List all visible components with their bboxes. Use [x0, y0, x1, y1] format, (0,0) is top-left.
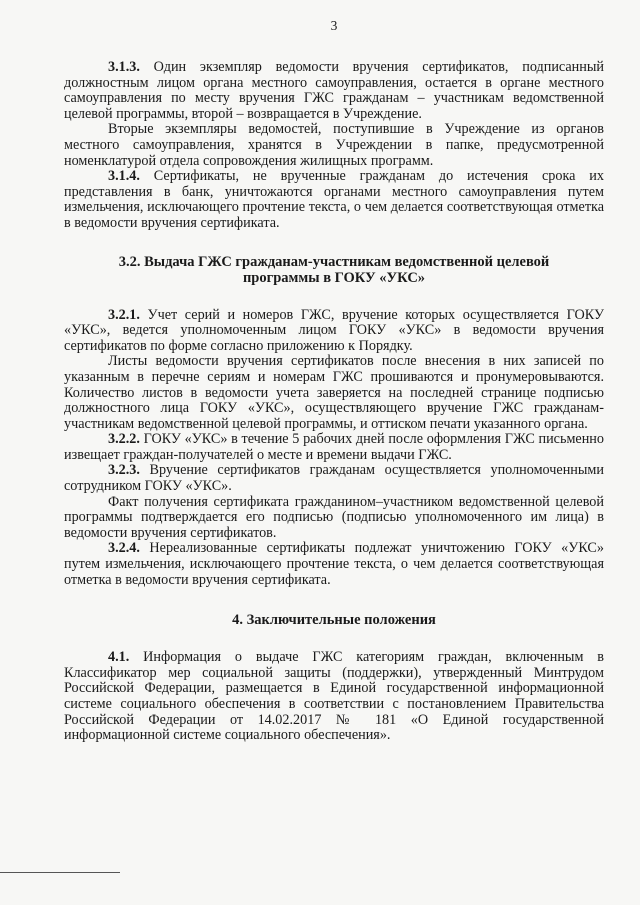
- section-heading-4: 4. Заключительные положения: [232, 612, 436, 629]
- clause-text: Информация о выдаче ГЖС категориям граждан, включенным в Классификатор мер социальной защиты (поддержки), утвержденный Минтрудом Российской Федерации, размещается в Единой государственной информационной системе социального обеспечения в соответствии с постановлением Правительства Российской Федерации от 14.02.2017 № 181 «О Единой государственной информационной системе социального обеспечения».: [64, 649, 604, 744]
- footnote-divider: [0, 872, 120, 873]
- page-number: 3: [330, 18, 338, 33]
- paragraph-3-1-3-second: Вторые экземпляры ведомостей, поступившие в Учреждение из органов местного самоуправления, хранятся в Учреждении в папке, предусмотренной номенклатурой отдела сопровождения жилищных программ.: [64, 121, 604, 169]
- paragraph-3-2-1-second: Листы ведомости вручения сертификатов после внесения в них записей по указанным в перечне сериям и номерам ГЖС прошиваются и пронумеровываются. Количество листов в ведомости учета заверяется на последней странице подписью должностного лица ГОКУ «УКС», осуществляющего вручение ГЖС гражданам-участникам ведомственной целевой программы, и оттиском печати указанного органа.: [64, 353, 604, 432]
- paragraph-3-1-4: [64, 169, 604, 231]
- paragraph-3-2-4: [64, 541, 604, 588]
- clause-number: 3.2.3.: [108, 462, 140, 479]
- paragraph-3-1-3: [64, 60, 604, 122]
- paragraph-3-2-1: [64, 308, 604, 355]
- clause-number: 3.2.2.: [108, 431, 140, 448]
- clause-number: 3.1.3.: [108, 59, 140, 75]
- clause-text: Вручение сертификатов гражданам осуществляется уполномоченными сотрудником ГОКУ «УКС».: [64, 462, 604, 495]
- paragraph-3-2-2: [64, 432, 604, 463]
- paragraph-3-2-3: [64, 463, 604, 494]
- clause-text: Учет серий и номеров ГЖС, вручение которых осуществляется ГОКУ «УКС», ведется уполномоченным лицом ГОКУ «УКС» в ведомости вручения сертификатов по форме согласно приложению к Порядку.: [64, 306, 604, 354]
- paragraph-4-1: [64, 650, 604, 744]
- clause-text: Нереализованные сертификаты подлежат уничтожению ГОКУ «УКС» путем измельчения, исключающего прочтение текста, о чем делается соответствующая отметка в ведомости вручения сертификата.: [64, 540, 604, 588]
- clause-number: 3.2.4.: [108, 540, 140, 557]
- clause-number: 3.2.1.: [108, 306, 140, 323]
- clause-text: Один экземпляр ведомости вручения сертификатов, подписанный должностным лицом органа местного самоуправления, остается в органе местного самоуправления по месту вручения ГЖС гражданам – участникам ведомственной целевой программы, второй – возвращается в Учреждение.: [64, 59, 604, 122]
- clause-text: Сертификаты, не врученные гражданам до истечения срока их представления в банк, уничтожаются органами местного самоуправления путем измельчения, исключающего прочтение текста, о чем делается соответствующая отметка в ведомости вручения сертификата.: [64, 168, 604, 231]
- clause-number: 4.1.: [108, 649, 130, 666]
- document-body: [64, 60, 604, 744]
- section-heading-3-2: 3.2. Выдача ГЖС гражданам-участникам ведомственной целевой программы в ГОКУ «УКС»: [118, 253, 550, 286]
- paragraph-3-2-3-second: Факт получения сертификата гражданином–участником ведомственной целевой программы подтверждается его подписью (подписью уполномоченного им лица) в ведомости вручения сертификатов.: [64, 493, 604, 541]
- clause-text: ГОКУ «УКС» в течение 5 рабочих дней после оформления ГЖС письменно извещает граждан-получателей о месте и времени выдачи ГЖС.: [64, 431, 604, 463]
- clause-number: 3.1.4.: [108, 168, 140, 185]
